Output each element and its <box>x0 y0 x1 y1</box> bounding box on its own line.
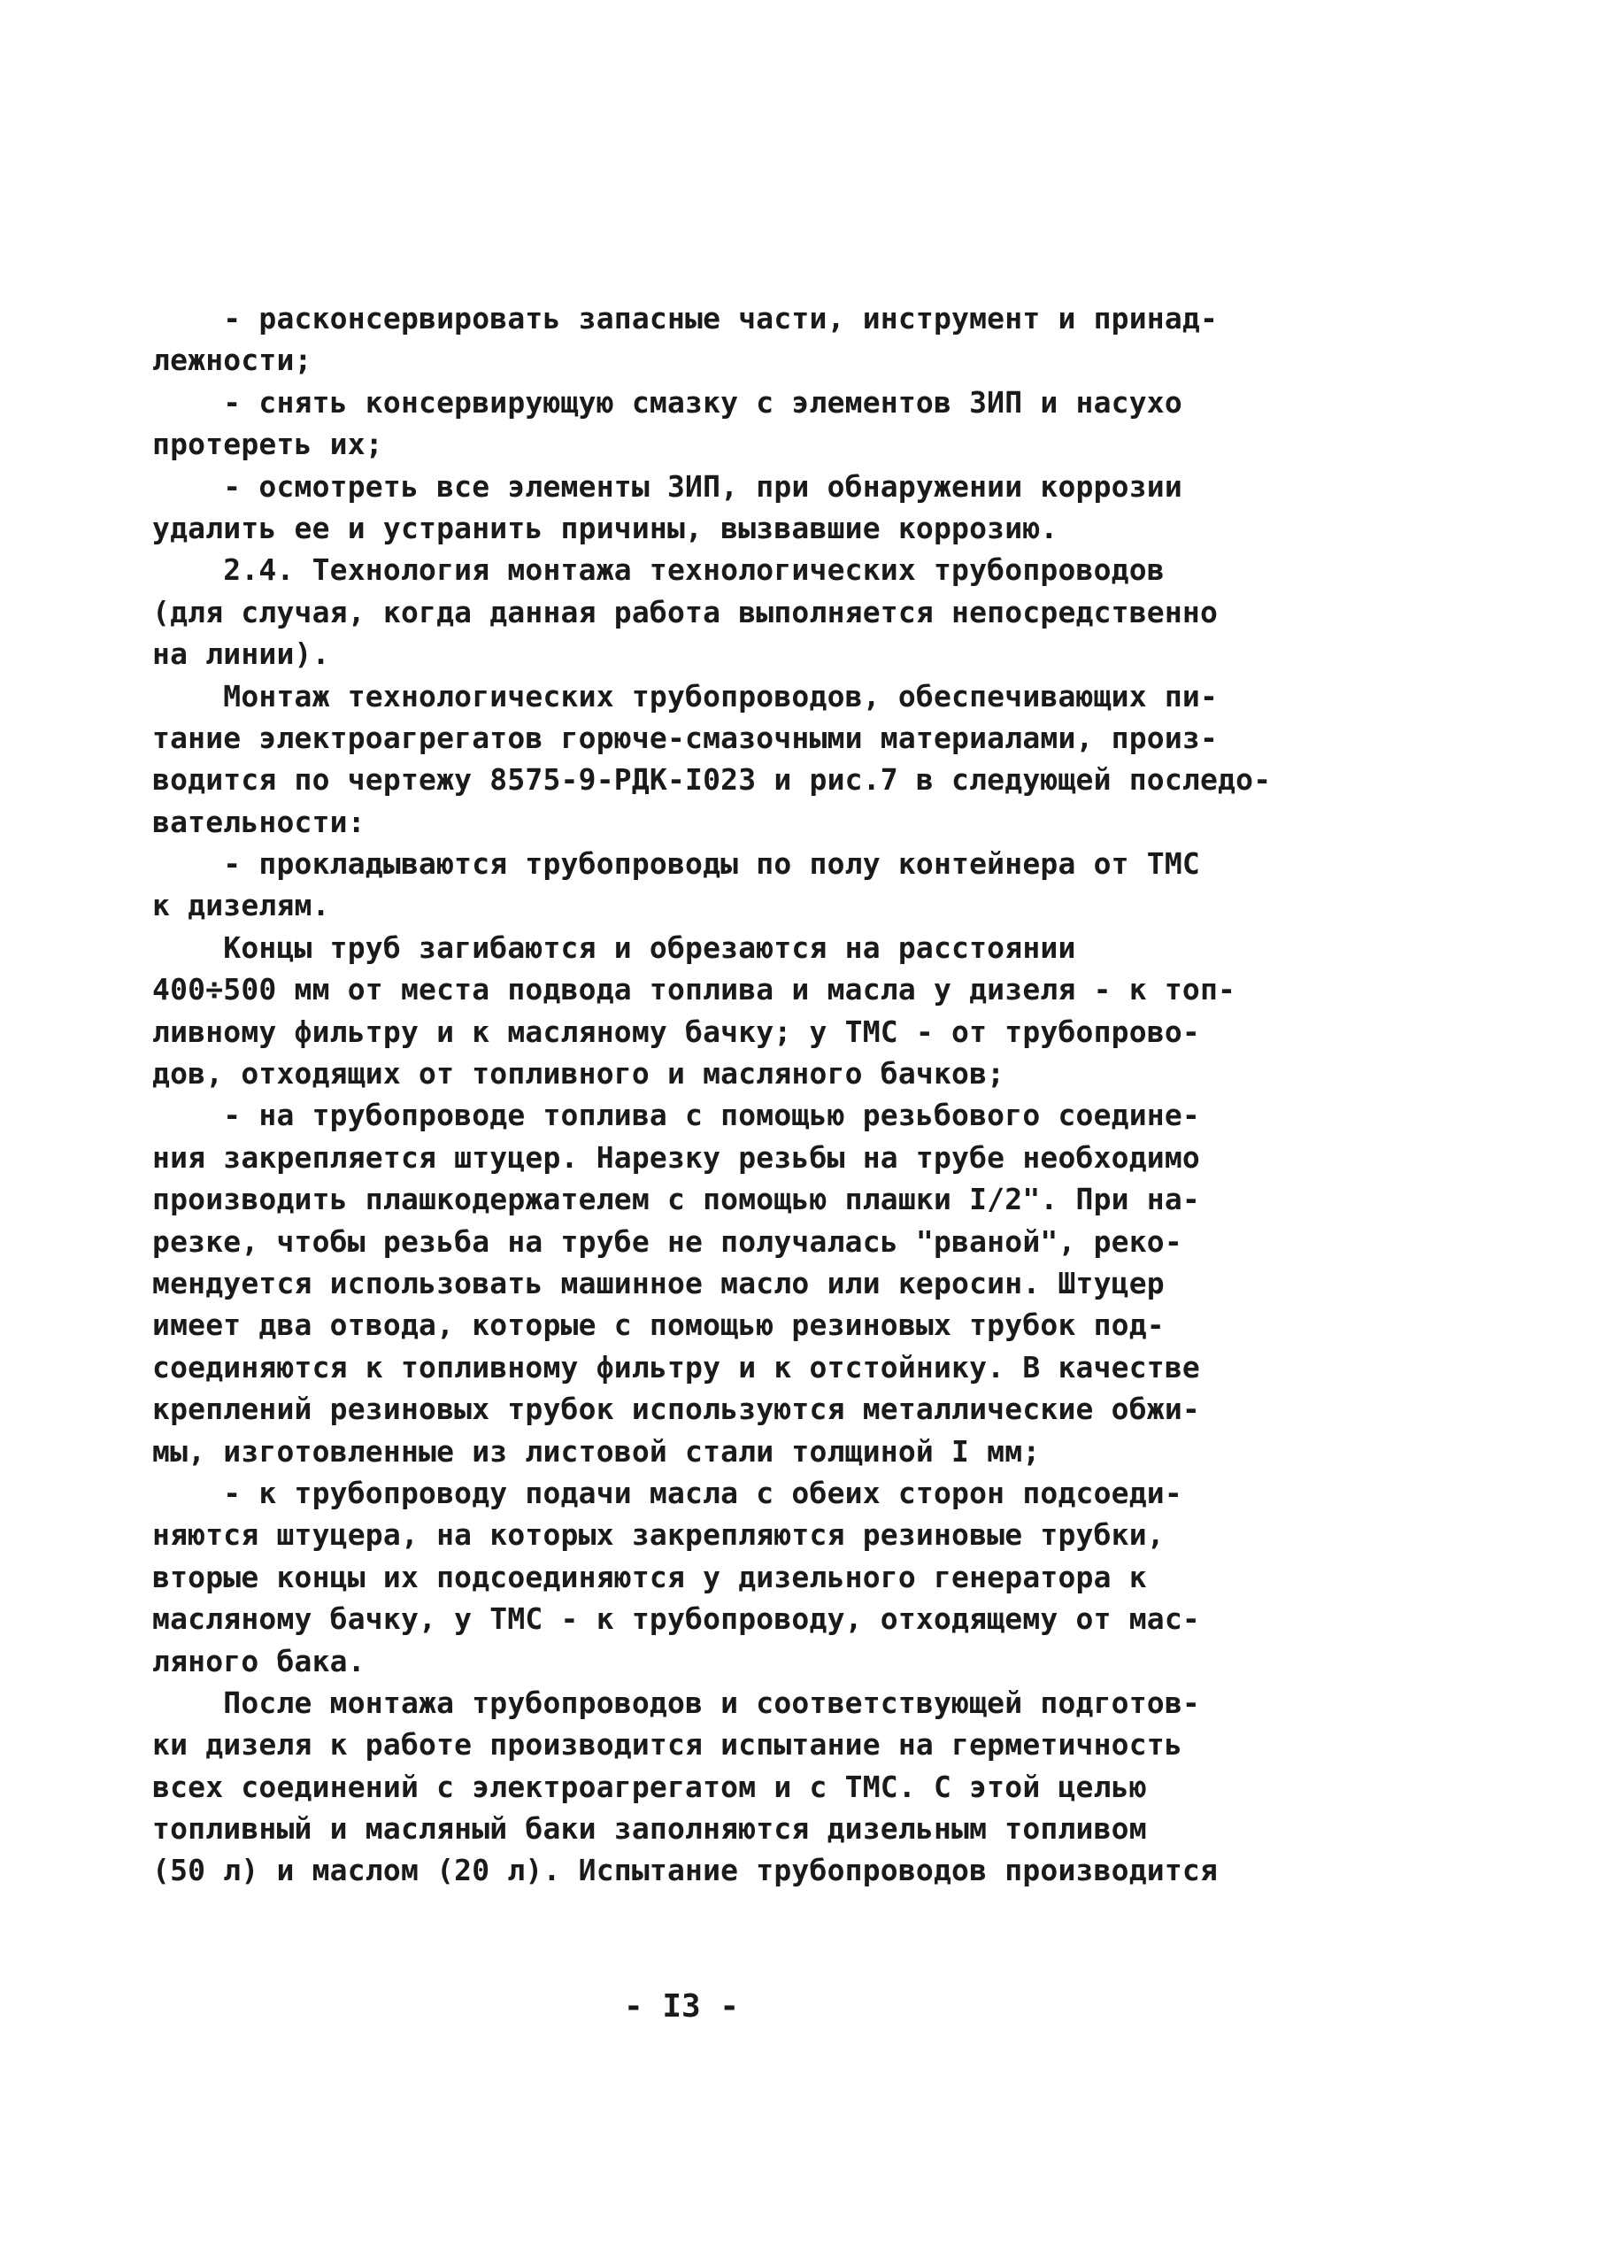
text-line: - к трубопроводу подачи масла с обеих сторон подсоеди- <box>152 1475 1182 1510</box>
text-line: - расконсервировать запасные части, инструмент и принад- <box>152 301 1219 336</box>
text-line: креплений резиновых трубок используются металлические обжи- <box>152 1392 1200 1427</box>
text-line: мендуется использовать машинное масло или керосин. Штуцер <box>152 1265 1165 1300</box>
text-line: ливному фильтру и к масляному бачку; у ТМС - от трубопрово- <box>152 1014 1200 1049</box>
text-line: 2.4. Технология монтажа технологических трубопроводов <box>152 552 1165 588</box>
text-line: - на трубопроводе топлива с помощью резьбового соедине- <box>152 1098 1200 1133</box>
text-line: (50 л) и маслом (20 л). Испытание трубопроводов производится <box>152 1853 1219 1888</box>
text-line: всех соединений с электроагрегатом и с ТМС. С этой целью <box>152 1769 1147 1804</box>
text-line: дов, отходящих от топливного и масляного бачков; <box>152 1056 1005 1092</box>
text-line: няются штуцера, на которых закрепляются резиновые трубки, <box>152 1517 1165 1553</box>
text-line: производить плашкодержателем с помощью плашки I/2". При на- <box>152 1182 1200 1217</box>
text-line: водится по чертежу 8575-9-РДК-I023 и рис.7 в следующей последо- <box>152 762 1272 798</box>
text-line: резке, чтобы резьба на трубе не получалась "рваной", реко- <box>152 1223 1182 1259</box>
text-line: вторые концы их подсоединяются у дизельного генератора к <box>152 1559 1147 1594</box>
text-line: (для случая, когда данная работа выполняется непосредственно <box>152 594 1219 629</box>
text-line: лежности; <box>152 343 312 378</box>
text-line: топливный и масляный баки заполняются дизельным топливом <box>152 1811 1147 1847</box>
text-line: протереть их; <box>152 427 383 462</box>
text-line: ки дизеля к работе производится испытание на герметичность <box>152 1727 1182 1763</box>
text-line: ляного бака. <box>152 1643 366 1678</box>
body-text <box>152 297 1272 1892</box>
text-line: удалить ее и устранить причины, вызвавшие коррозию. <box>152 510 1058 545</box>
text-line: мы, изготовленные из листовой стали толщиной I мм; <box>152 1433 1041 1469</box>
text-line: После монтажа трубопроводов и соответствующей подготов- <box>152 1685 1200 1720</box>
text-line: на линии). <box>152 636 330 672</box>
text-line: - осмотреть все элементы ЗИП, при обнаружении коррозии <box>152 468 1182 504</box>
text-line: Монтаж технологических трубопроводов, обеспечивающих пи- <box>152 678 1219 714</box>
text-line: к дизелям. <box>152 888 330 923</box>
text-line: Концы труб загибаются и обрезаются на расстоянии <box>152 930 1076 965</box>
text-line: - прокладываются трубопроводы по полу контейнера от ТМС <box>152 846 1200 882</box>
text-line: тание электроагрегатов горюче-смазочными материалами, произ- <box>152 720 1219 755</box>
text-line: масляному бачку, у ТМС - к трубопроводу, отходящему от мас- <box>152 1601 1200 1637</box>
text-line: 400÷500 мм от места подвода топлива и масла у дизеля - к топ- <box>152 972 1236 1007</box>
text-line: соединяются к топливному фильтру и к отстойнику. В качестве <box>152 1349 1200 1385</box>
text-line: ния закрепляется штуцер. Нарезку резьбы на трубе необходимо <box>152 1139 1200 1175</box>
text-line: вательности: <box>152 804 366 839</box>
text-line: имеет два отвода, которые с помощью резиновых трубок под- <box>152 1308 1165 1343</box>
text-line: - снять консервирующую смазку с элементов ЗИП и насухо <box>152 384 1182 420</box>
page-number: - I3 - <box>623 1988 740 2025</box>
